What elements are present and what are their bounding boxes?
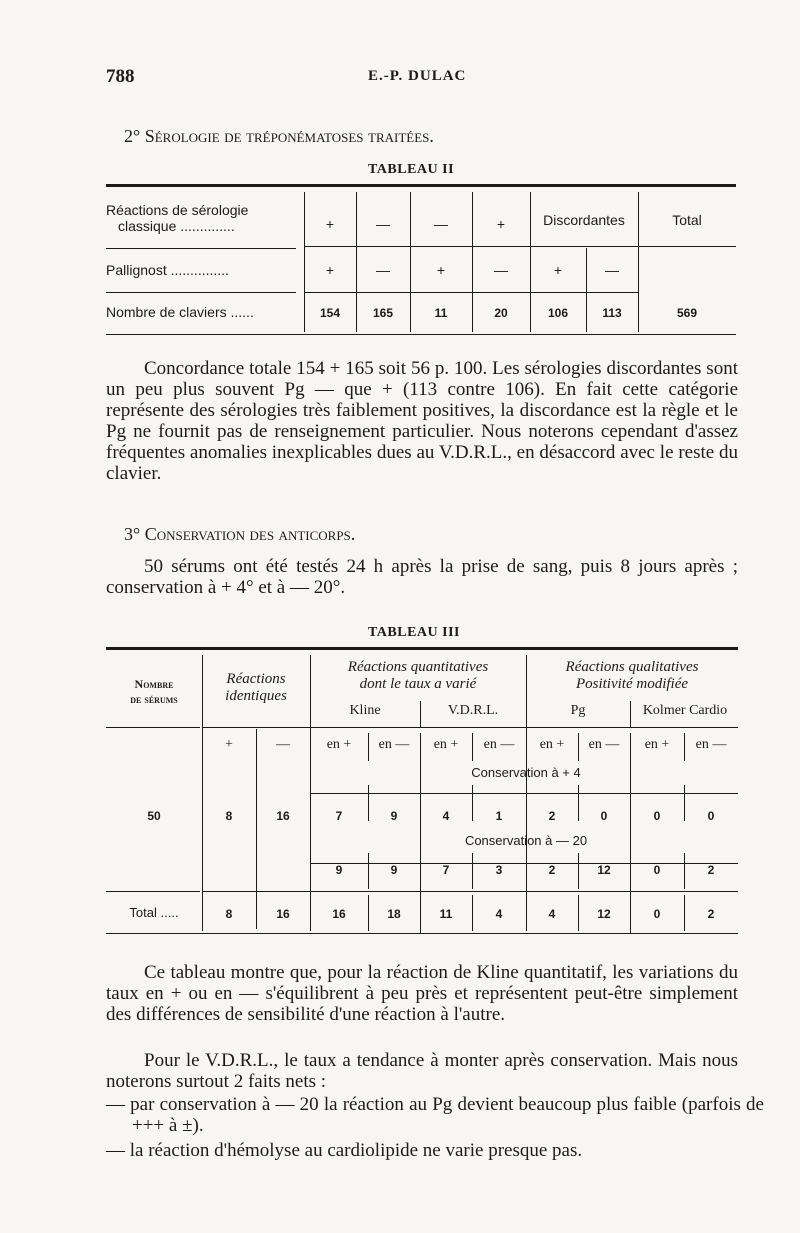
section-2-number: 2°	[124, 126, 141, 146]
table-3-subheader: en +	[433, 737, 459, 752]
table-3-cell: 0	[653, 809, 661, 823]
table-3-conservation-plus4: Conservation à + 4	[471, 765, 581, 780]
table-3-title: TABLEAU III	[368, 625, 460, 640]
table-2-cell: 569	[676, 306, 698, 320]
table-3-cell: 2	[707, 863, 715, 877]
section-3-title: Conservation des anticorps.	[144, 524, 356, 544]
table-3-kolmer: Kolmer Cardio	[642, 703, 728, 718]
table-2-cell: 154	[319, 306, 341, 320]
table-3-subheader: en +	[326, 737, 352, 752]
table-2-cell: —	[376, 216, 390, 232]
table-2-top-rule	[106, 184, 736, 187]
running-header-author: E.-P. DULAC	[368, 68, 467, 84]
table-3-cell: 16	[276, 809, 290, 823]
page-number: 788	[106, 66, 135, 87]
table-3-cell: 11	[439, 907, 453, 921]
table-3-cell: 0	[600, 809, 608, 823]
table-3-vdrl: V.D.R.L.	[447, 703, 499, 718]
table-3-subheader: en —	[483, 737, 515, 752]
table-2-cell: +	[325, 216, 335, 232]
table-3-cell: 4	[442, 809, 450, 823]
table-2-cell: 165	[372, 306, 394, 320]
table-3-cell: 9	[390, 863, 398, 877]
table-3-cell: 2	[548, 809, 556, 823]
table-3-subheader: en +	[644, 737, 670, 752]
table-2-cell: +	[436, 262, 446, 278]
table-3-cell: 9	[390, 809, 398, 823]
table-3-cell: 18	[387, 907, 401, 921]
table-3-cell: 7	[442, 863, 450, 877]
table-2-cell: —	[434, 216, 448, 232]
table-2-discordantes: Discordantes	[543, 212, 625, 228]
bullet-pg: — par conservation à — 20 la réaction au Pg devient beaucoup plus faible (parfois de +++ à ±).	[106, 1094, 764, 1136]
table-3-cell: 2	[707, 907, 715, 921]
table-3-sign: —	[276, 737, 290, 752]
table-3-cell: 2	[548, 863, 556, 877]
table-3-n-serums: 50	[147, 809, 161, 823]
table-2-cell: +	[496, 216, 506, 232]
table-3-cell: 4	[548, 907, 556, 921]
table-2-row3-label: Nombre de claviers ......	[106, 304, 254, 320]
table-3-pg: Pg	[570, 703, 586, 718]
table-3-col-nombre: Nombre de sérums	[130, 677, 178, 706]
table-3-cell: 9	[335, 863, 343, 877]
table-2-cell: +	[325, 262, 335, 278]
table-3-kline: Kline	[349, 703, 381, 718]
table-3-cell: 0	[707, 809, 715, 823]
table-2-row2-label: Pallignost ...............	[106, 262, 229, 278]
table-3-cell: 12	[597, 863, 611, 877]
table-3-quantitatives-header: Réactions quantitatives dont le taux a varié	[347, 659, 489, 692]
table-3-col-identiques: Réactions identiques	[225, 671, 287, 704]
table-2-cell: +	[553, 262, 563, 278]
table-2-total-header: Total	[672, 212, 702, 228]
table-2-cell: 11	[434, 306, 448, 320]
section-3-heading	[124, 524, 355, 545]
table-2-cell: 20	[494, 306, 508, 320]
table-3-cell: 16	[332, 907, 346, 921]
table-2-title: TABLEAU II	[368, 162, 455, 177]
table-2-bottom-rule	[106, 334, 736, 335]
paragraph-vdrl: Pour le V.D.R.L., le taux a tendance à monter après conservation. Mais nous noterons surtout 2 faits nets :	[106, 1050, 738, 1092]
table-2-cell: —	[605, 262, 619, 278]
table-3-cell: 0	[653, 863, 661, 877]
table-2-cell: 113	[602, 306, 622, 320]
paragraph-kline: Ce tableau montre que, pour la réaction de Kline quantitatif, les variations du taux en + ou en — s'équilibrent à peu près et représentent peut-être simplement des différences de sensibilité d'une réaction à l'autre.	[106, 962, 738, 1025]
section-3-number: 3°	[124, 524, 141, 544]
paragraph-serums: 50 sérums ont été testés 24 h après la prise de sang, puis 8 jours après ; conservation à + 4° et à — 20°.	[106, 556, 738, 598]
table-3-cell: 7	[335, 809, 343, 823]
table-3-conservation-minus20: Conservation à — 20	[464, 833, 588, 848]
table-2-cell: 106	[547, 306, 569, 320]
table-3-cell: 0	[653, 907, 661, 921]
table-3-cell: 3	[495, 863, 503, 877]
bullet-hemolyse: — la réaction d'hémolyse au cardiolipide ne varie presque pas.	[106, 1140, 583, 1161]
paragraph-concordance: Concordance totale 154 + 165 soit 56 p. 100. Les sérologies discordantes sont un peu plus souvent Pg — que + (113 contre 106). En fait cette catégorie représente des sérologies très faiblement positives, la discordance est la règle et le Pg ne fournit pas de renseignement particulier. Nous noterons cependant d'assez fréquentes anomalies inexplicables dues au V.D.R.L., en désaccord avec le reste du clavier.	[106, 358, 738, 484]
section-2-title: Sérologie de tréponématoses traitées.	[144, 126, 434, 146]
table-2	[106, 184, 736, 334]
table-3-total-label: Total .....	[129, 905, 179, 920]
section-2-heading	[124, 126, 434, 147]
table-3-subheader: en +	[539, 737, 565, 752]
table-3-subheader: en —	[695, 737, 727, 752]
table-3-cell: 12	[597, 907, 611, 921]
table-3	[106, 647, 738, 947]
table-3-cell: 8	[225, 907, 233, 921]
table-3-cell: 8	[225, 809, 233, 823]
table-3-sign: +	[225, 737, 233, 752]
table-3-cell: 4	[495, 907, 503, 921]
table-2-cell: —	[494, 262, 508, 278]
table-3-subheader: en —	[378, 737, 410, 752]
table-3-cell: 1	[495, 809, 503, 823]
table-3-cell: 16	[276, 907, 290, 921]
table-2-cell: —	[376, 262, 390, 278]
table-3-subheader: en —	[588, 737, 620, 752]
table-2-row1-label: Réactions de sérologie classique ..............	[106, 202, 249, 234]
table-3-qualitatives-header: Réactions qualitatives Positivité modifiée	[565, 659, 699, 692]
